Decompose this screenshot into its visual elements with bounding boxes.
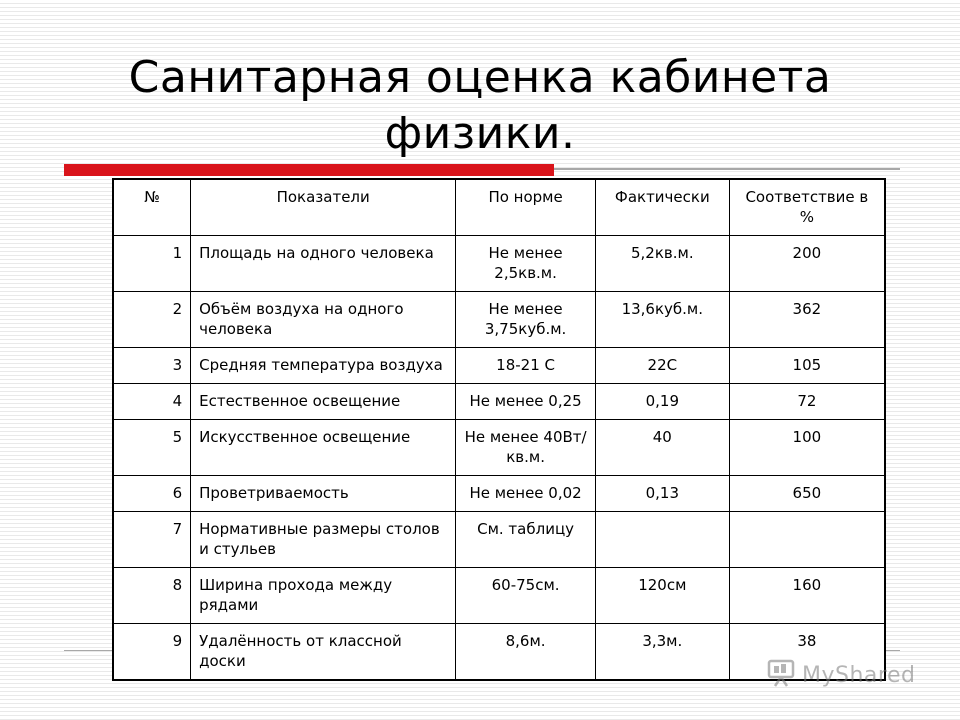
cell-norm: Не менее 0,25 (456, 384, 596, 420)
cell-compliance: 650 (729, 476, 885, 512)
table-row (113, 384, 885, 420)
cell-number: 1 (113, 236, 191, 292)
header-compliance: Соответствие в % (729, 179, 885, 236)
cell-actual: 120см (595, 568, 729, 624)
cell-number: 8 (113, 568, 191, 624)
cell-actual: 5,2кв.м. (595, 236, 729, 292)
cell-indicator: Естественное освещение (191, 384, 456, 420)
cell-norm: Не менее 2,5кв.м. (456, 236, 596, 292)
cell-actual: 40 (595, 420, 729, 476)
cell-number: 4 (113, 384, 191, 420)
cell-indicator: Площадь на одного человека (191, 236, 456, 292)
cell-compliance (729, 512, 885, 568)
cell-actual: 0,13 (595, 476, 729, 512)
cell-indicator: Проветриваемость (191, 476, 456, 512)
cell-number: 7 (113, 512, 191, 568)
presentation-board-icon (766, 659, 796, 691)
table-row (113, 348, 885, 384)
table-row (113, 292, 885, 348)
cell-compliance: 72 (729, 384, 885, 420)
cell-norm: 8,6м. (456, 624, 596, 681)
cell-actual: 0,19 (595, 384, 729, 420)
header-actual: Фактически (595, 179, 729, 236)
header-indicator: Показатели (191, 179, 456, 236)
cell-indicator: Нормативные размеры столов и стульев (191, 512, 456, 568)
table-header-row (113, 179, 885, 236)
cell-number: 5 (113, 420, 191, 476)
header-number: № (113, 179, 191, 236)
cell-number: 3 (113, 348, 191, 384)
cell-indicator: Искусственное освещение (191, 420, 456, 476)
cell-compliance: 160 (729, 568, 885, 624)
cell-compliance: 200 (729, 236, 885, 292)
cell-norm: Не менее 40Вт/кв.м. (456, 420, 596, 476)
accent-gray-line (554, 168, 900, 170)
header-norm: По норме (456, 179, 596, 236)
cell-actual: 13,6куб.м. (595, 292, 729, 348)
watermark-text: MyShared (802, 662, 916, 688)
cell-compliance: 105 (729, 348, 885, 384)
table-row (113, 568, 885, 624)
cell-actual: 3,3м. (595, 624, 729, 681)
cell-number: 2 (113, 292, 191, 348)
table-row (113, 236, 885, 292)
watermark-logo (766, 660, 915, 690)
slide-title: Санитарная оценка кабинета физики. (128, 52, 832, 159)
cell-norm: 18-21 С (456, 348, 596, 384)
cell-number: 9 (113, 624, 191, 681)
cell-norm: См. таблицу (456, 512, 596, 568)
accent-red-bar (64, 164, 554, 176)
cell-compliance: 38 (729, 624, 885, 681)
table-row (113, 420, 885, 476)
table-row (113, 476, 885, 512)
cell-number: 6 (113, 476, 191, 512)
cell-indicator: Удалённость от классной доски (191, 624, 456, 681)
cell-indicator: Объём воздуха на одного человека (191, 292, 456, 348)
cell-indicator: Ширина прохода между рядами (191, 568, 456, 624)
cell-norm: Не менее 3,75куб.м. (456, 292, 596, 348)
cell-compliance: 362 (729, 292, 885, 348)
table-row (113, 512, 885, 568)
cell-indicator: Средняя температура воздуха (191, 348, 456, 384)
cell-norm: 60-75см. (456, 568, 596, 624)
cell-actual: 22С (595, 348, 729, 384)
assessment-table (112, 178, 886, 681)
cell-compliance: 100 (729, 420, 885, 476)
cell-norm: Не менее 0,02 (456, 476, 596, 512)
cell-actual (595, 512, 729, 568)
